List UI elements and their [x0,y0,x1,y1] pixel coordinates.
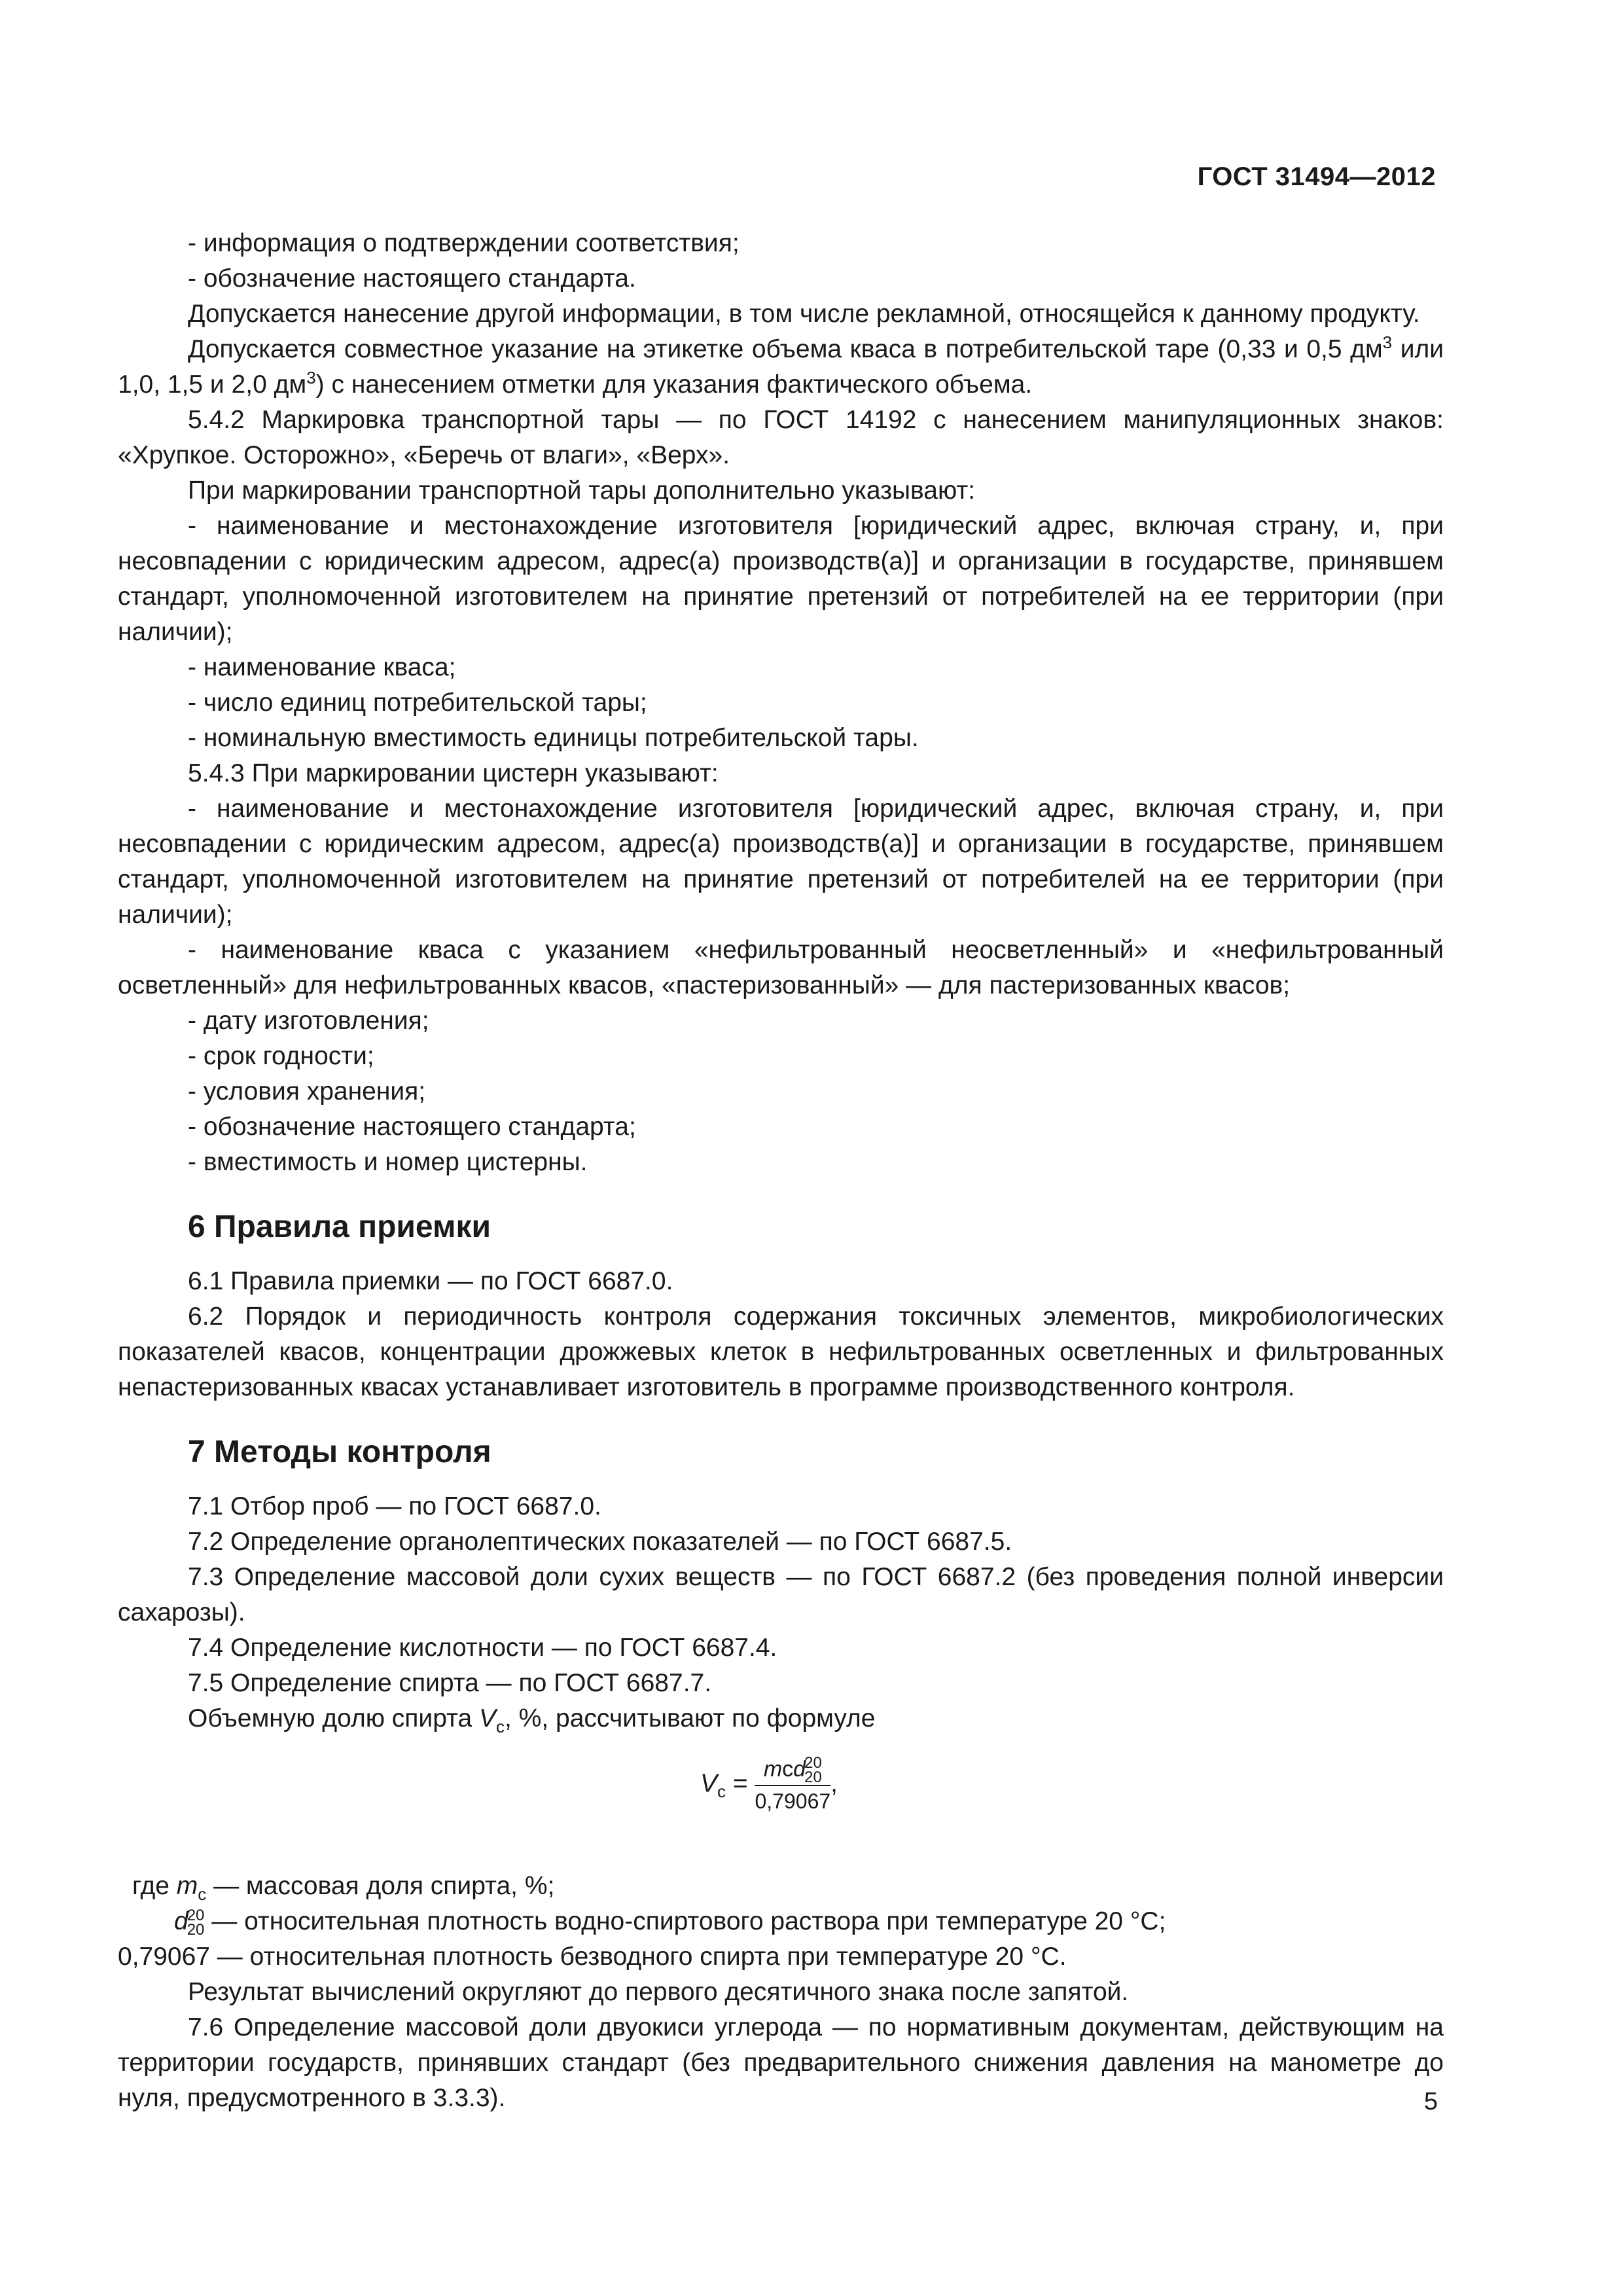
paragraph: 5.4.3 При маркировании цистерн указывают: [188,759,719,787]
document-body [118,226,1444,2116]
list-item: - наименование и местонахождение изготовителя [юридический адрес, включая страну, и, при несовпадении с юридическим адресом, адрес(а) производств(а)] и организации в государстве, принявшем стандарт, уполномоченной изготовителем на принятие претензий от потребителей на ее территории (при наличии); [118,512,1444,646]
formula-legend: 0,79067 — относительная плотность безводного спирта при температуре 20 °С. [118,1943,1067,1971]
paragraph: 7.2 Определение органолептических показателей — по ГОСТ 6687.5. [188,1528,1012,1556]
list-item: - наименование и местонахождение изготовителя [юридический адрес, включая страну, и, при несовпадении с юридическим адресом, адрес(а) производств(а)] и организации в государстве, принявшем стандарт, уполномоченной изготовителем на принятие претензий от потребителей на ее территории (при наличии); [118,795,1444,929]
section-heading: 7 Методы контроля [188,1435,491,1469]
list-item: - номинальную вместимость единицы потребительской тары. [188,724,919,752]
paragraph: 5.4.2 Маркировка транспортной тары — по ГОСТ 14192 с нанесением манипуляционных знаков: «Хрупкое. Осторожно», «Беречь от влаги», «Верх». [118,406,1444,469]
paragraph: Результат вычислений округляют до первого десятичного знака после запятой. [188,1978,1129,2006]
paragraph: 7.6 Определение массовой доли двуокиси углерода — по нормативным документам, действующим на территории государств, принявших стандарт (без предварительного снижения давления на манометре до нуля, предусмотренного в 3.3.3). [118,2013,1444,2112]
page-number: 5 [1423,2088,1438,2115]
paragraph: 6.2 Порядок и периодичность контроля содержания токсичных элементов, микробиологических показателей квасов, концентрации дрожжевых клеток в нефильтрованных осветленных и фильтрованных непастеризованных квасах устанавливает изготовитель в программе производственного контроля. [118,1302,1444,1401]
paragraph: Объемную долю спирта $V_с$, %, рассчитывают по формуле [188,1704,876,1736]
formula-fraction: mсd 20 20 0,79067 [755,1754,831,1814]
list-item: - информация о подтверждении соответствия; [188,229,740,257]
section-heading: 6 Правила приемки [188,1210,491,1244]
list-item: - срок годности; [188,1042,374,1070]
formula-expression: $V_с$ = mсd 20 20 0,79067 , [700,1753,838,1816]
standard-code: ГОСТ 31494—2012 [1197,162,1436,191]
paragraph: 7.5 Определение спирта — по ГОСТ 6687.7. [188,1669,712,1697]
paragraph: 7.1 Отбор проб — по ГОСТ 6687.0. [188,1492,601,1520]
paragraph: Допускается нанесение другой информации, в том числе рекламной, относящейся к данному продукту. [188,300,1420,328]
paragraph: 7.3 Определение массовой доли сухих веществ — по ГОСТ 6687.2 (без проведения полной инверсии сахарозы). [118,1563,1444,1626]
formula [118,1744,1444,1856]
list-item: - обозначение настоящего стандарта. [188,264,636,293]
list-item: - число единиц потребительской тары; [188,689,647,717]
paragraph: 6.1 Правила приемки — по ГОСТ 6687.0. [188,1267,673,1295]
list-item: - условия хранения; [188,1077,426,1105]
paragraph: Допускается совместное указание на этикетке объема кваса в потребительской таре (0,33 и 0,5 $дм^3$ или 1,0, 1,5 и 2,0 $дм^3$) с нанесением отметки для указания фактического объема. [118,332,1444,399]
paragraph: 7.4 Определение кислотности — по ГОСТ 6687.4. [188,1634,777,1662]
list-item: - вместимость и номер цистерны. [188,1148,588,1176]
paragraph: При маркировании транспортной тары дополнительно указывают: [188,476,976,505]
formula-legend: d 20 20 — относительная плотность водно-спиртового раствора при температуре 20 °С; [174,1906,1166,1939]
list-item: - дату изготовления; [188,1007,429,1035]
formula-legend: где $m_с$ — массовая доля спирта, %; [132,1872,555,1904]
list-item: - обозначение настоящего стандарта; [188,1113,636,1141]
list-item: - наименование кваса; [188,653,456,681]
list-item: - наименование кваса с указанием «нефильтрованный неосветленный» и «нефильтрованный осветленный» для нефильтрованных квасов, «пастеризованный» — для пастеризованных квасов; [118,936,1444,999]
